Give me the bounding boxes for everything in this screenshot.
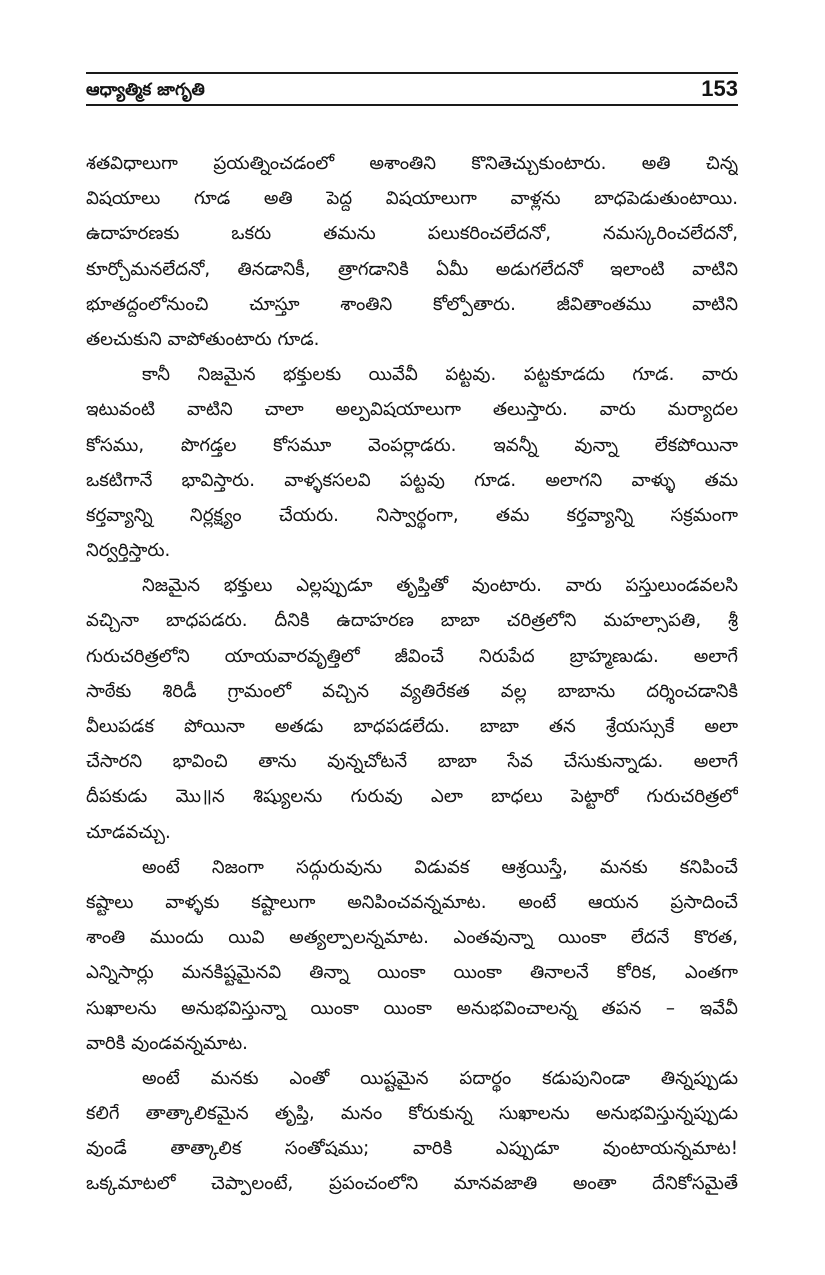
text-line: కోసము, పొగడ్తల కోసమూ వెంపర్లాడరు. ఇవన్నీ వున్నా లేకపోయినా <box>86 434 738 456</box>
text-line: కలిగే తాత్కాలికమైన తృప్తి, మనం కోరుకున్న సుఖాలను అనుభవిస్తున్నప్పుడు <box>86 1103 738 1125</box>
text-line: అంటే మనకు ఎంతో యిష్టమైన పదార్థం కడుపునిండా తిన్నప్పుడు <box>142 1067 738 1089</box>
paragraph <box>86 1061 738 1202</box>
text-line: సుఖాలను అనుభవిస్తున్నా యింకా యింకా అనుభవించాలన్న తపన – ఇవేవీ <box>86 997 738 1019</box>
paragraph <box>86 850 738 1061</box>
text-line: చూడవచ్చు. <box>86 821 171 843</box>
text-line: శతవిధాలుగా ప్రయత్నించడంలో అశాంతిని కొనితెచ్చుకుంటారు. అతి చిన్న <box>86 153 738 174</box>
text-line: వారికి వుండవన్నమాట. <box>86 1032 248 1054</box>
paragraph <box>86 568 738 850</box>
text-line: నిజమైన భక్తులు ఎల్లప్పుడూ తృప్తితో వుంటారు. వారు పస్తులుండవలసి <box>142 575 738 597</box>
text-line: శాంతి ముందు యివి అత్యల్పాలన్నమాట. ఎంతవున్నా యింకా లేదనే కొరత, <box>86 927 738 949</box>
text-line: విషయాలు గూడ అతి పెద్ద విషయాలుగా వాళ్లను బాధపెడుతుంటాయి. <box>86 188 738 210</box>
text-line: గురుచరిత్రలోని యాయవారవృత్తిలో జీవించే నిరుపేద బ్రాహ్మణుడు. అలాగే <box>86 645 738 667</box>
text-line: కానీ నిజమైన భక్తులకు యివేవీ పట్టవు. పట్టకూడదు గూడ. వారు <box>142 364 738 386</box>
text-line: భూతద్దంలోనుంచి చూస్తూ శాంతిని కోల్పోతారు. జీవితాంతము వాటిని <box>86 293 738 315</box>
page-number: 153 <box>701 76 738 101</box>
text-line: కూర్చోమనలేదనో, తినడానికీ, త్రాగడానికి ఏమీ అడుగలేదనో ఇలాంటి వాటిని <box>86 258 738 280</box>
text-line: కర్తవ్యాన్ని నిర్లక్ష్యం చేయరు. నిస్వార్థంగా, తమ కర్తవ్యాన్ని సక్రమంగా <box>86 504 738 526</box>
text-line: వీలుపడక పోయినా అతడు బాధపడలేదు. బాబా తన శ్రేయస్సుకే అలా <box>86 716 738 737</box>
text-line: వుండే తాత్కాలిక సంతోషము; వారికి ఎప్పుడూ వుంటాయన్నమాట! <box>86 1138 738 1160</box>
text-line: చేసారని భావించి తాను వున్నచోటనే బాబా సేవ చేసుకున్నాడు. అలాగే <box>86 751 738 773</box>
page-header <box>86 72 738 106</box>
paragraph <box>86 357 738 568</box>
text-line: ఇటువంటి వాటిని చాలా అల్పవిషయాలుగా తలుస్తారు. వారు మర్యాదల <box>86 399 738 421</box>
paragraph <box>86 146 738 357</box>
text-line: వచ్చినా బాధపడరు. దీనికి ఉదాహరణ బాబా చరిత్రలోని మహల్సాపతి, శ్రీ <box>86 610 738 632</box>
text-line: ఉదాహరణకు ఒకరు తమను పలుకరించలేదనో, నమస్కరించలేదనో, <box>86 223 738 245</box>
text-line: తలచుకుని వాపోతుంటారు గూడ. <box>86 328 320 350</box>
text-line: ఒకటిగానే భావిస్తారు. వాళ్ళకసలవి పట్టవు గూడ. అలాగని వాళ్ళు తమ <box>86 469 738 491</box>
text-line: సాఠేకు శిరిడీ గ్రామంలో వచ్చిన వ్యతిరేకత వల్ల బాబాను దర్శించడానికి <box>86 680 738 702</box>
text-line: దీపకుడు మొ॥న శిష్యులను గురువు ఎలా బాధలు పెట్టారో గురుచరిత్రలో <box>86 786 738 808</box>
text-line: ఒక్కమాటలో చెప్పాలంటే, ప్రపంచంలోని మానవజాతి అంతా దేనికోసమైతే <box>86 1173 738 1195</box>
text-line: కష్టాలు వాళ్ళకు కష్టాలుగా అనిపించవన్నమాట. అంటే ఆయన ప్రసాదించే <box>86 891 738 913</box>
text-line: నిర్వర్తిస్తారు. <box>86 540 171 562</box>
running-header-title: ఆధ్యాత్మిక జాగృతి <box>86 80 205 100</box>
body-text <box>86 146 738 1202</box>
text-line: అంటే నిజంగా సద్గురువును విడువక ఆశ్రయిస్తే, మనకు కనిపించే <box>142 856 738 878</box>
text-line: ఎన్నిసార్లు మనకిష్టమైనవి తిన్నా యింకా యింకా తినాలనే కోరిక, ఎంతగా <box>86 962 738 984</box>
